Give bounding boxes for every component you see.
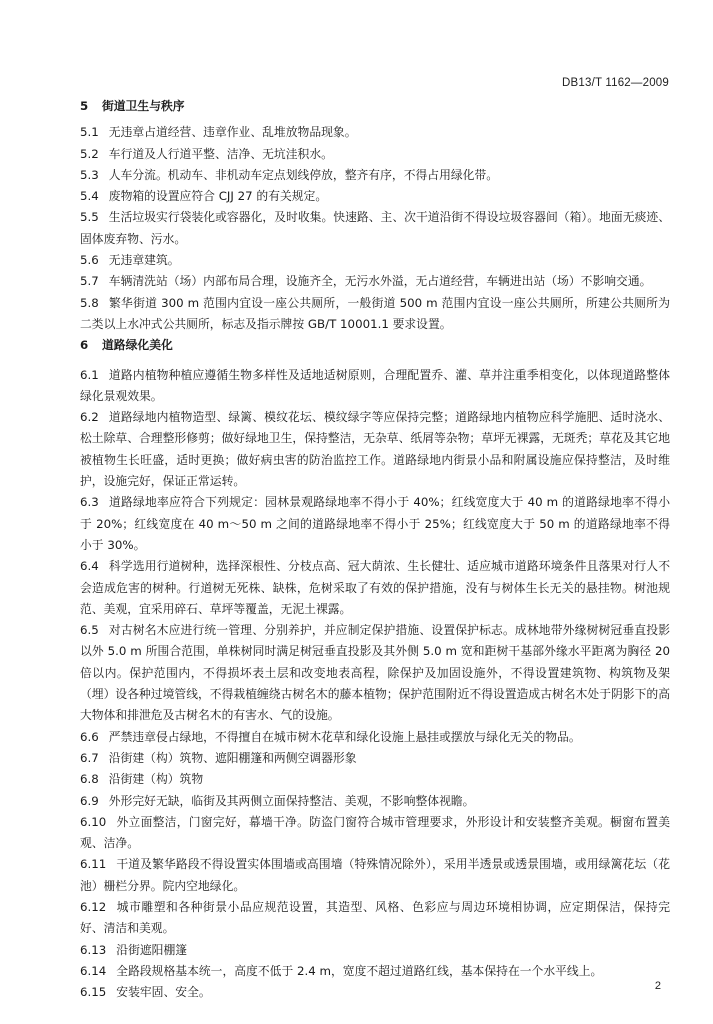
clause-text: 严禁违章侵占绿地，不得擅自在城市树木花草和绿化设施上悬挂或摆放与绿化无关的物品。 (108, 729, 581, 744)
clause-6-8 (80, 769, 670, 790)
standard-code: DB13/T 1162—2009 (562, 77, 669, 89)
clause-number: 5.3 (80, 167, 99, 182)
clause-6-14 (80, 961, 670, 982)
clause-5-7 (80, 271, 670, 292)
clause-number: 6.4 (80, 559, 99, 574)
clause-text: 对古树名木应进行统一管理、分别养护，并应制定保护措施、设置保护标志。成林地带外缘树树冠垂直投影以外 5.0 m 所围合范围，单株树同时满足树冠垂直投影及其外侧 5.0 m 宽和距树干基部外缘水平距离为胸径 20 倍以内。保护范围内，不得损坏表土层和改变地表高程，除保护及加固设施外，不得设置建筑物、构筑物及架（埋）设各种过境管线，不得栽植缠绕古树名木的藤本植物；保护范围附近不得设置造成古树名木处于阴影下的高大物体和排泄危及古树名木的有害水、气的设施。 (80, 623, 670, 723)
clause-number: 5.5 (80, 210, 99, 225)
clause-number: 6.9 (80, 793, 99, 808)
clause-5-6 (80, 250, 670, 271)
clause-number: 6.12 (80, 899, 107, 914)
clause-number: 5.1 (80, 125, 99, 140)
clause-6-5 (80, 620, 670, 726)
clause-text: 生活垃圾实行袋装化或容器化，及时收集。快速路、主、次干道沿街不得设垃圾容器间（箱）。地面无痰迹、固体废弃物、污水。 (80, 210, 670, 246)
clause-6-10 (80, 812, 670, 855)
clause-text: 无违章占道经营、违章作业、乱堆放物品现象。 (108, 125, 357, 140)
clause-number: 6.13 (80, 942, 107, 957)
clause-text: 繁华街道 300 m 范围内宜设一座公共厕所，一般街道 500 m 范围内宜设一座公共厕所，所建公共厕所为二类以上水冲式公共厕所，标志及指示牌按 GB/T 10001.1 要求设置。 (80, 295, 670, 331)
clause-6-11 (80, 854, 670, 897)
clause-text: 车辆清洗站（场）内部布局合理，设施齐全，无污水外溢，无占道经营，车辆进出站（场）不影响交通。 (108, 274, 652, 289)
clause-5-3 (80, 165, 670, 186)
clause-5-4 (80, 186, 670, 207)
clause-text: 道路绿地内植物造型、绿篱、模纹花坛、模纹绿字等应保持完整；道路绿地内植物应科学施肥、适时浇水、松土除草、合理整形修剪；做好绿地卫生，保持整洁，无杂草、纸屑等杂物；草坪无裸露，无斑秃；草花及其它地被植物生长旺盛，适时更换；做好病虫害的防治监控工作。道路绿地内街景小品和附属设施应保持整洁，及时维护，设施完好，保证正常运转。 (80, 410, 670, 489)
clause-6-12 (80, 897, 670, 940)
clause-number: 5.8 (80, 295, 99, 310)
clause-number: 6.10 (80, 814, 107, 829)
section-title: 道路绿化美化 (102, 338, 173, 353)
clause-text: 道路内植物种植应遵循生物多样性及适地适树原则，合理配置乔、灌、草并注重季相变化，以体现道路整体绿化景观效果。 (80, 367, 670, 403)
clause-text: 科学选用行道树种，选择深根性、分枝点高、冠大荫浓、生长健壮、适应城市道路环境条件且落果对行人不会造成危害的树种。行道树无死株、缺株，危树采取了有效的保护措施，没有与树体生长无关的悬挂物。树池规范、美观，宜采用碎石、草坪等覆盖，无泥土裸露。 (80, 559, 670, 616)
clause-number: 5.7 (80, 274, 99, 289)
clause-text: 车行道及人行道平整、洁净、无坑洼积水。 (108, 146, 333, 161)
clause-6-9 (80, 791, 670, 812)
clause-text: 干道及繁华路段不得设置实体围墙或高围墙（特殊情况除外），采用半透景或透景围墙，或用绿篱花坛（花池）栅栏分界。院内空地绿化。 (80, 857, 670, 893)
section-6-clauses (80, 365, 670, 1004)
clause-number: 6.7 (80, 750, 99, 765)
clause-text: 沿街建（构）筑物 (108, 772, 204, 787)
page-content (80, 96, 670, 1003)
clause-number: 6.11 (80, 857, 107, 872)
clause-6-15 (80, 982, 670, 1003)
clause-number: 6.8 (80, 772, 99, 787)
clause-number: 5.2 (80, 146, 99, 161)
clause-number: 6.5 (80, 623, 99, 638)
page-number: 2 (654, 980, 661, 992)
clause-5-5 (80, 207, 670, 250)
section-5-clauses (80, 122, 670, 335)
clause-text: 外形完好无缺，临街及其两侧立面保持整洁、美观，不影响整体视瞻。 (108, 793, 475, 808)
clause-6-2 (80, 407, 670, 492)
clause-6-4 (80, 556, 670, 620)
clause-text: 沿街建（构）筑物、遮阳棚篷和两侧空调器形象 (108, 750, 357, 765)
clause-text: 无违章建筑。 (108, 253, 180, 268)
clause-number: 6.1 (80, 367, 99, 382)
clause-number: 6.14 (80, 963, 107, 978)
clause-5-8 (80, 293, 670, 336)
section-number: 5 (80, 99, 89, 113)
clause-text: 全路段规格基本统一，高度不低于 2.4 m，宽度不超过道路红线，基本保持在一个水平线上。 (116, 963, 603, 978)
clause-number: 6.2 (80, 410, 99, 425)
clause-6-3 (80, 492, 670, 556)
clause-number: 6.15 (80, 985, 107, 1000)
clause-6-7 (80, 748, 670, 769)
clause-text: 外立面整洁，门窗完好，幕墙干净。防盗门窗符合城市管理要求，外形设计和安装整齐美观。橱窗布置美观、洁净。 (80, 814, 670, 851)
clause-5-1 (80, 122, 670, 143)
clause-text: 沿街遮阳棚篷 (116, 942, 188, 957)
clause-text: 安装牢固、安全。 (116, 985, 211, 1000)
clause-6-6 (80, 727, 670, 748)
clause-number: 5.6 (80, 253, 99, 268)
clause-text: 城市雕塑和各种街景小品应规范设置，其造型、风格、色彩应与周边环境相协调，应定期保洁，保持完好、清洁和美观。 (80, 899, 670, 936)
clause-number: 6.6 (80, 729, 99, 744)
clause-text: 废物箱的设置应符合 CJJ 27 的有关规定。 (108, 189, 328, 204)
section-heading (80, 96, 670, 117)
section-number: 6 (80, 338, 89, 353)
clause-5-2 (80, 144, 670, 165)
clause-6-13 (80, 940, 670, 961)
clause-number: 6.3 (80, 495, 99, 510)
clause-text: 人车分流。机动车、非机动车定点划线停放，整齐有序，不得占用绿化带。 (108, 167, 499, 182)
section-heading (80, 335, 670, 356)
section-title: 街道卫生与秩序 (102, 99, 185, 113)
clause-text: 道路绿地率应符合下列规定：园林景观路绿地率不得小于 40%；红线宽度大于 40 m 的道路绿地率不得小于 20%；红线宽度在 40 m～50 m 之间的道路绿地率不得小于 25%；红线宽度大于 50 m 的道路绿地率不得小于 30%。 (80, 495, 670, 552)
clause-6-1 (80, 365, 670, 408)
clause-number: 5.4 (80, 189, 99, 204)
